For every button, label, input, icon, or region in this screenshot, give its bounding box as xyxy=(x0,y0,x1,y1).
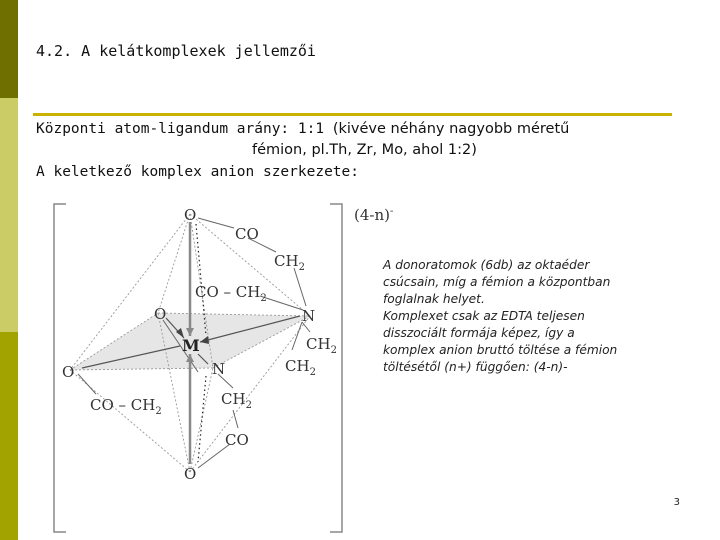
sidebar-block-mid xyxy=(0,332,18,540)
sidebar-accent xyxy=(0,0,18,540)
sidebar-block-dark xyxy=(0,0,18,98)
description-line: foglalnak helyet. xyxy=(383,292,485,306)
atom-n-lower: N xyxy=(212,360,226,378)
ratio-line xyxy=(36,121,569,137)
atom-o-left: O xyxy=(62,363,75,381)
atom-o-top: O xyxy=(184,206,197,224)
ratio-label: Központi atom-ligandum arány: 1:1 xyxy=(36,121,325,137)
description-line: disszociált formája képez, így a xyxy=(383,326,575,340)
right-bracket xyxy=(330,204,342,532)
atom-m-center: M xyxy=(182,336,200,355)
atom-o-bottom: O xyxy=(184,465,197,483)
group-ch2-top: $CH_2$ xyxy=(274,252,305,273)
group-co-top: CO xyxy=(235,225,259,243)
ratio-note: (kivéve néhány nagyobb méretű xyxy=(332,121,570,137)
slide-title: 4.2. A kelátkomplexek jellemzői xyxy=(36,42,316,60)
atom-n-right: N xyxy=(302,307,316,325)
group-ch2-right: $CH_2$ xyxy=(306,335,337,356)
octahedral-complex-figure xyxy=(48,196,394,540)
anion-heading: A keletkező komplex anion szerkezete: xyxy=(36,164,360,180)
description-line: A donoratomok (6db) az oktaéder xyxy=(383,258,590,272)
group-ch2-right-lower: $CH_2$ xyxy=(285,357,316,378)
group-co-bottom: CO xyxy=(225,431,249,449)
group-ch2-bottom: $CH_2$ xyxy=(221,390,252,411)
title-divider xyxy=(33,113,672,116)
ratio-note-continued: fémion, pl.Th, Zr, Mo, ahol 1:2) xyxy=(252,142,477,158)
figure-description xyxy=(383,257,673,376)
complex-charge: (4-n)- xyxy=(354,206,394,224)
atom-o-mid-left: O xyxy=(154,305,167,323)
group-co-ch2-left: CO – $CH_2$ xyxy=(90,396,162,417)
description-line: Komplexet csak az EDTA teljesen xyxy=(383,309,585,323)
page-number: 3 xyxy=(673,497,680,508)
description-line: csúcsain, míg a fémion a központban xyxy=(383,275,611,289)
description-line: töltésétől (n+) függően: (4-n)- xyxy=(383,360,568,374)
group-co-ch2-mid: CO – $CH_2$ xyxy=(195,283,267,304)
sidebar-block-light xyxy=(0,98,18,332)
description-line: komplex anion bruttó töltése a fémion xyxy=(383,343,618,357)
